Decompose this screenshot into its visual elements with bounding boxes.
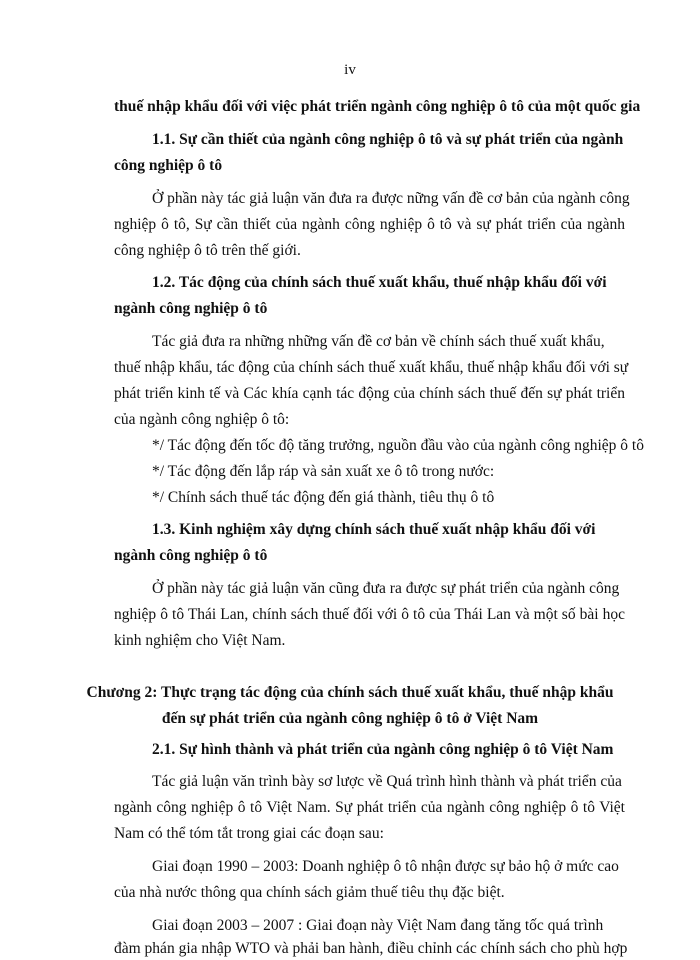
paragraph-line: ngành công nghiệp ô tô Việt Nam. Sự phát triển của ngành công nghiệp ô tô Việt — [114, 799, 625, 816]
bullet-line: */ Chính sách thuế tác động đến giá thành, tiêu thụ ô tô — [152, 489, 495, 506]
paragraph-line: của ngành công nghiệp ô tô: — [114, 411, 290, 428]
paragraph-line: Giai đoạn 1990 – 2003: Doanh nghiệp ô tô nhận được sự bảo hộ ở mức cao — [152, 858, 619, 875]
chapter-heading: Chương 2: Thực trạng tác động của chính sách thuế xuất khẩu, thuế nhập khẩu — [86, 684, 614, 701]
section-heading: ngành công nghiệp ô tô — [114, 547, 268, 564]
paragraph-line: Tác giả luận văn trình bày sơ lược về Quá trình hình thành và phát triển của — [152, 773, 622, 790]
chapter-heading: đến sự phát triển của ngành công nghiệp ô tô ở Việt Nam — [161, 710, 539, 727]
paragraph-line: Ở phần này tác giả luận văn đưa ra được nững vấn đề cơ bản của ngành công — [152, 190, 630, 207]
section-heading: 1.3. Kinh nghiệm xây dựng chính sách thuế xuất nhập khẩu đối với — [152, 521, 596, 538]
section-heading: công nghiệp ô tô — [114, 157, 223, 174]
paragraph-line: kinh nghiệm cho Việt Nam. — [114, 632, 286, 649]
bullet-line: */ Tác động đến tốc độ tăng trưởng, nguồn đầu vào của ngành công nghiệp ô tô — [152, 437, 644, 454]
paragraph-line: công nghiệp ô tô trên thế giới. — [114, 242, 301, 259]
section-heading: ngành công nghiệp ô tô — [114, 300, 268, 317]
paragraph-line: phát triển kinh tế và Các khía cạnh tác động của chính sách thuế đến sự phát triển — [114, 385, 625, 402]
paragraph-line: thuế nhập khẩu, tác động của chính sách thuế xuất khẩu, thuế nhập khẩu đối với sự — [114, 359, 629, 376]
page-number: iv — [344, 62, 356, 78]
section-heading: 1.1. Sự cần thiết của ngành công nghiệp ô tô và sự phát triển của ngành — [152, 131, 624, 148]
paragraph-line: nghiệp ô tô Thái Lan, chính sách thuế đối với ô tô của Thái Lan và một số bài học — [114, 606, 625, 623]
section-heading: 1.2. Tác động của chính sách thuế xuất khẩu, thuế nhập khẩu đối với — [152, 274, 607, 291]
paragraph-line: Giai đoạn 2003 – 2007 : Giai đoạn này Việt Nam đang tăng tốc quá trình — [152, 917, 604, 934]
paragraph-line: đàm phán gia nhập WTO và phải ban hành, điều chỉnh các chính sách cho phù hợp — [114, 940, 628, 957]
text-line: thuế nhập khẩu đối với việc phát triển ngành công nghiệp ô tô của một quốc gia — [114, 98, 641, 115]
paragraph-line: Tác giả đưa ra những những vấn đề cơ bản về chính sách thuế xuất khẩu, — [152, 333, 605, 350]
bullet-line: */ Tác động đến lắp ráp và sản xuất xe ô tô trong nước: — [152, 463, 495, 480]
section-heading: 2.1. Sự hình thành và phát triển của ngành công nghiệp ô tô Việt Nam — [152, 741, 614, 758]
paragraph-line: của nhà nước thông qua chính sách giảm thuế tiêu thụ đặc biệt. — [114, 884, 505, 901]
paragraph-line: nghiệp ô tô, Sự cần thiết của ngành công nghiệp ô tô và sự phát triển của ngành — [114, 216, 625, 233]
paragraph-line: Nam có thể tóm tắt trong giai các đoạn sau: — [114, 825, 384, 842]
paragraph-line: Ở phần này tác giả luận văn cũng đưa ra được sự phát triển của ngành công — [152, 580, 620, 597]
